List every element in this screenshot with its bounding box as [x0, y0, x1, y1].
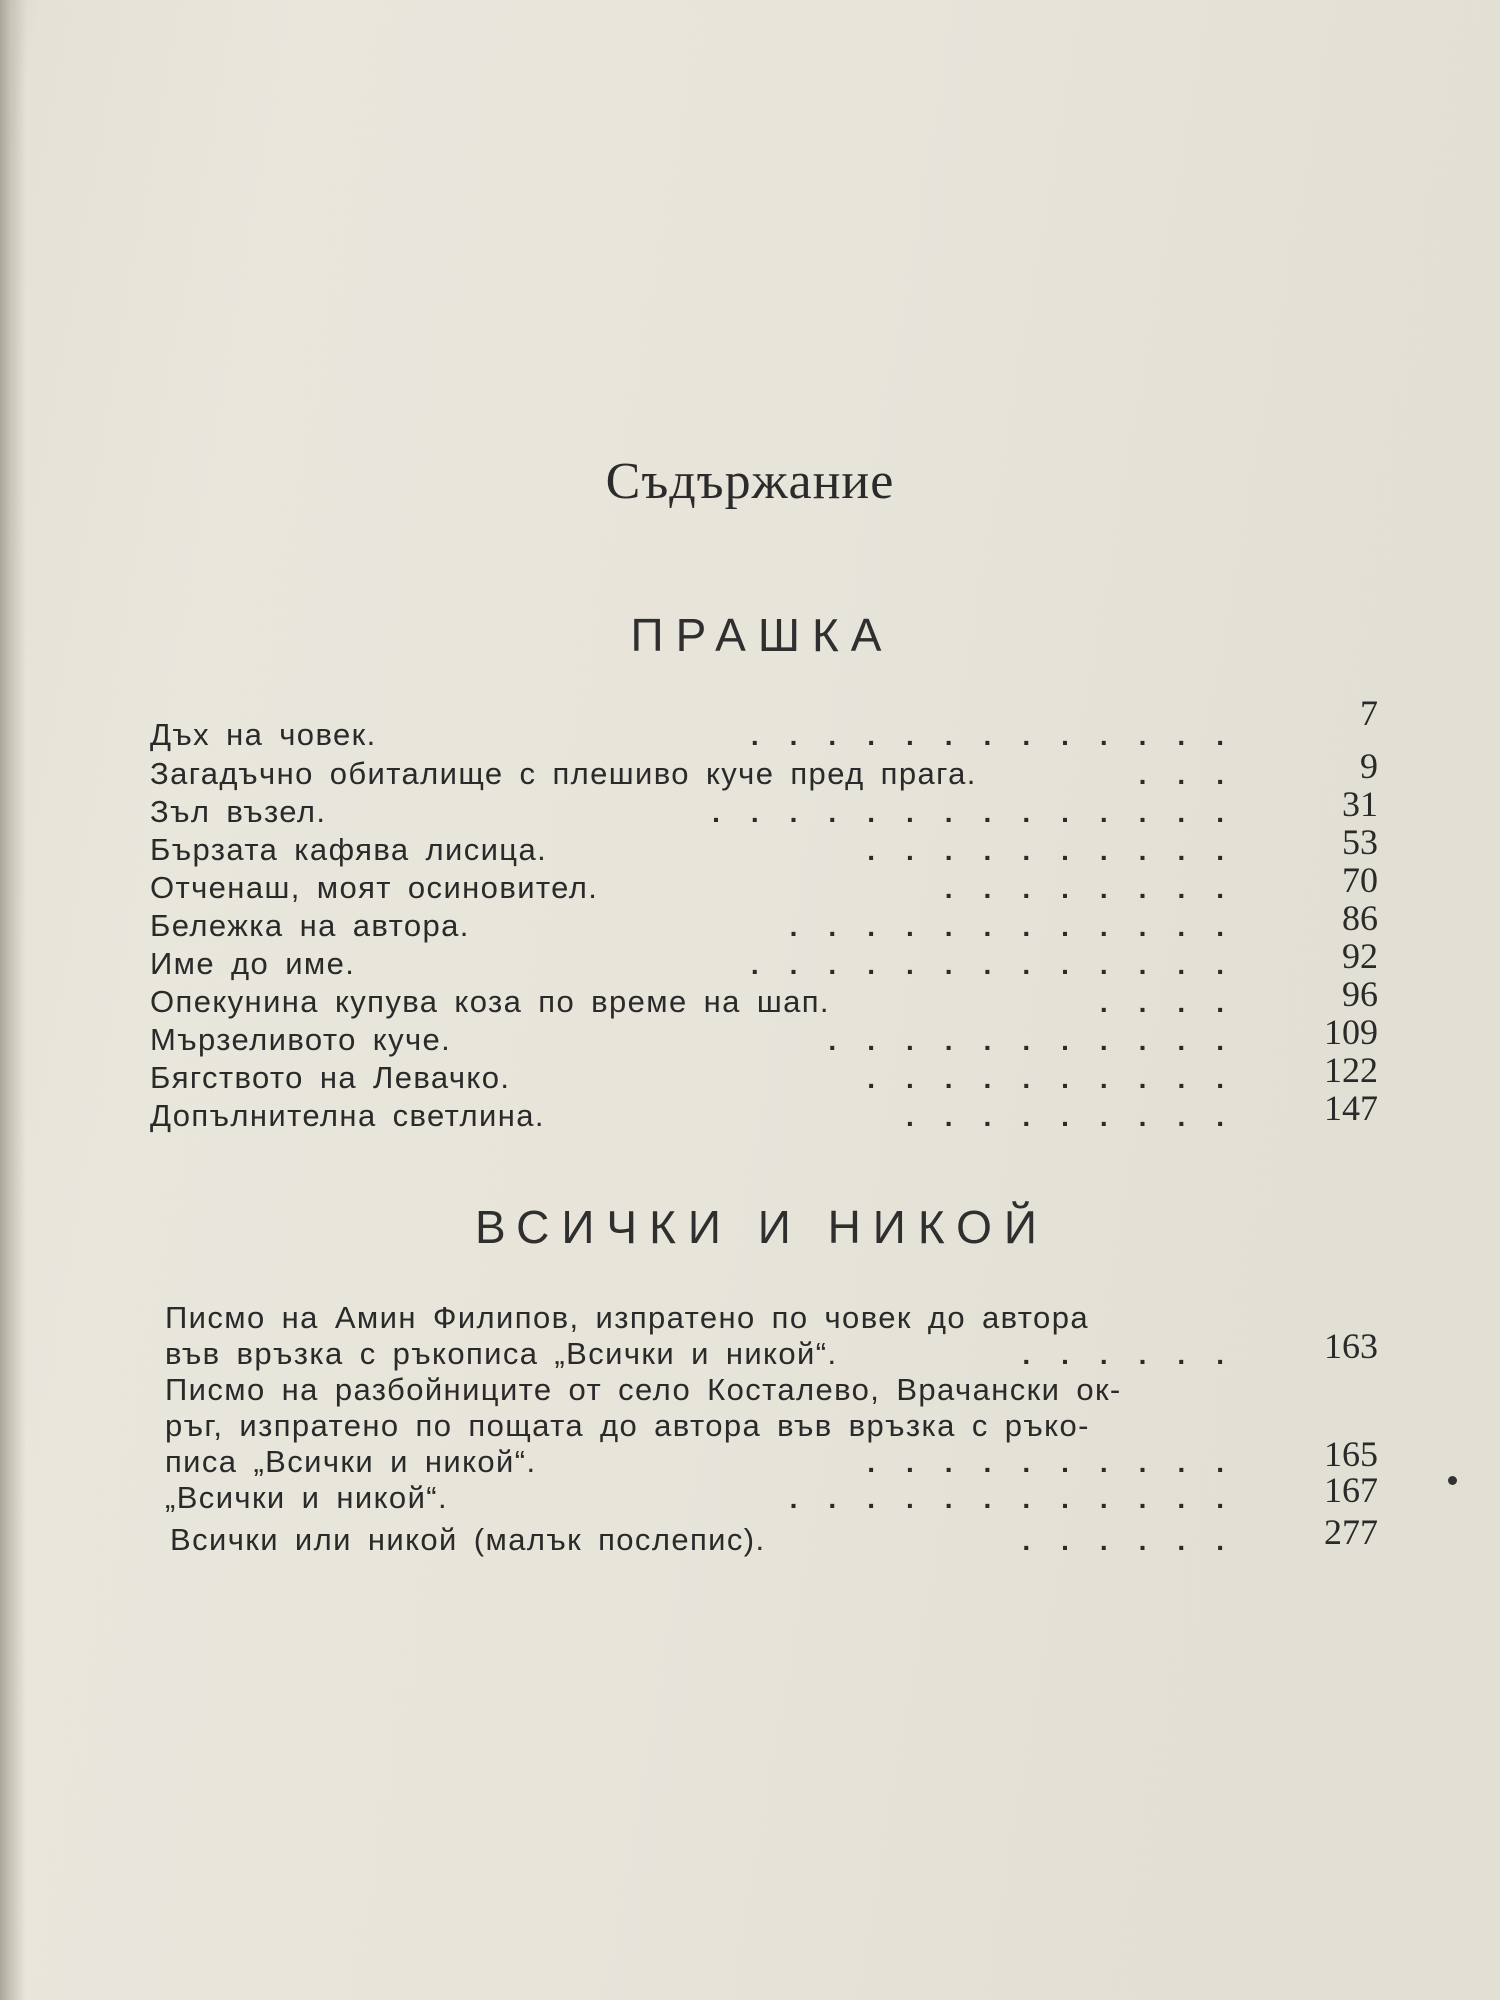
toc-entry — [150, 693, 1390, 755]
toc-entry — [165, 1470, 1390, 1518]
ink-speck — [1448, 1476, 1457, 1485]
toc-entry-page: 53 — [1342, 822, 1378, 862]
dot-leader: ........ — [944, 873, 1255, 904]
toc-entry-label: Бележка на автора. — [150, 908, 470, 943]
toc-entry-page: 31 — [1342, 784, 1378, 824]
dot-leader: .... — [1099, 987, 1255, 1018]
toc-entry-label: Име до име. — [150, 946, 356, 981]
dot-leader: ............ — [789, 1483, 1255, 1514]
toc-entry-page: 70 — [1342, 860, 1378, 900]
section-heading-vsichki-i-nikoy: ВСИЧКИ И НИКОЙ — [475, 1201, 1049, 1253]
toc-entry-label: писа „Всички и никой“. — [165, 1444, 537, 1479]
section-heading-prashka: ПРАШКА — [630, 609, 894, 661]
page-title: Съдържание — [605, 453, 895, 510]
dot-leader: .......... — [867, 1447, 1255, 1478]
toc-entry-page: 163 — [1324, 1326, 1378, 1366]
toc-entry — [150, 1088, 1390, 1136]
toc-entry — [150, 746, 1390, 794]
toc-entry — [150, 860, 1390, 908]
toc-entry-page: 167 — [1324, 1470, 1378, 1510]
toc-entry-page: 109 — [1324, 1012, 1378, 1052]
toc-entry-label: Мързеливото куче. — [150, 1022, 452, 1057]
dot-leader: .......... — [867, 835, 1255, 866]
toc-entry — [150, 898, 1390, 946]
toc-entry-label: „Всички и никой“. — [165, 1480, 449, 1515]
toc-entry-label: Бягството на Левачко. — [150, 1060, 511, 1095]
toc-entry — [170, 1512, 1390, 1560]
dot-leader: ... — [1138, 759, 1255, 790]
toc-entry — [165, 1434, 1390, 1482]
dot-leader: ...... — [1022, 1525, 1255, 1556]
toc-entry-label: Опекунина купува коза по време на шап. — [150, 984, 830, 1019]
toc-entry-label: Зъл възел. — [150, 794, 327, 829]
dot-leader: ............ — [789, 911, 1255, 942]
dot-leader: ............. — [750, 949, 1255, 980]
toc-entry-label: във връзка с ръкописа „Всички и никой“. — [165, 1336, 838, 1371]
dot-leader: ...... — [1022, 1339, 1255, 1370]
toc-entry-label: Отченаш, моят осиновител. — [150, 870, 599, 905]
dot-leader: .......... — [867, 1063, 1255, 1094]
toc-entry-label: Дъх на човек. — [150, 717, 377, 752]
toc-entry-page: 7 — [1360, 693, 1378, 733]
toc-entry — [150, 1050, 1390, 1098]
toc-entry-label: Бързата кафява лисица. — [150, 832, 548, 867]
toc-entry — [150, 822, 1390, 870]
toc-entry-label: Допълнителна светлина. — [150, 1098, 545, 1133]
toc-entry-line: Писмо на Амин Филипов, изпратено по човек до автора — [165, 1300, 1089, 1335]
toc-entry-line: ръг, изпратено по пощата до автора във връзка с ръко- — [165, 1408, 1090, 1443]
toc-entry-label: Загадъчно обиталище с плешиво куче пред прага. — [150, 756, 977, 791]
toc-entry — [150, 784, 1390, 832]
toc-entry-line: Писмо на разбойниците от село Косталево, Врачански ок- — [165, 1372, 1122, 1407]
toc-entry-page: 277 — [1324, 1512, 1378, 1552]
toc-entry-label: Всички или никой (малък послепис). — [170, 1522, 766, 1557]
toc-entry-page: 165 — [1324, 1434, 1378, 1474]
dot-leader: ........... — [828, 1025, 1255, 1056]
toc-entry-page: 9 — [1360, 746, 1378, 786]
toc-entry-page: 96 — [1342, 974, 1378, 1014]
toc-entry-page: 147 — [1324, 1088, 1378, 1128]
toc-entry — [150, 936, 1390, 984]
dot-leader: .............. — [712, 797, 1255, 828]
dot-leader: ............. — [750, 720, 1255, 751]
toc-entry — [150, 1012, 1390, 1060]
dot-leader: ......... — [905, 1101, 1255, 1132]
toc-entry-page: 86 — [1342, 898, 1378, 938]
toc-entry-page: 122 — [1324, 1050, 1378, 1090]
toc-entry — [165, 1326, 1390, 1374]
toc-entry — [150, 974, 1390, 1022]
toc-entry-page: 92 — [1342, 936, 1378, 976]
